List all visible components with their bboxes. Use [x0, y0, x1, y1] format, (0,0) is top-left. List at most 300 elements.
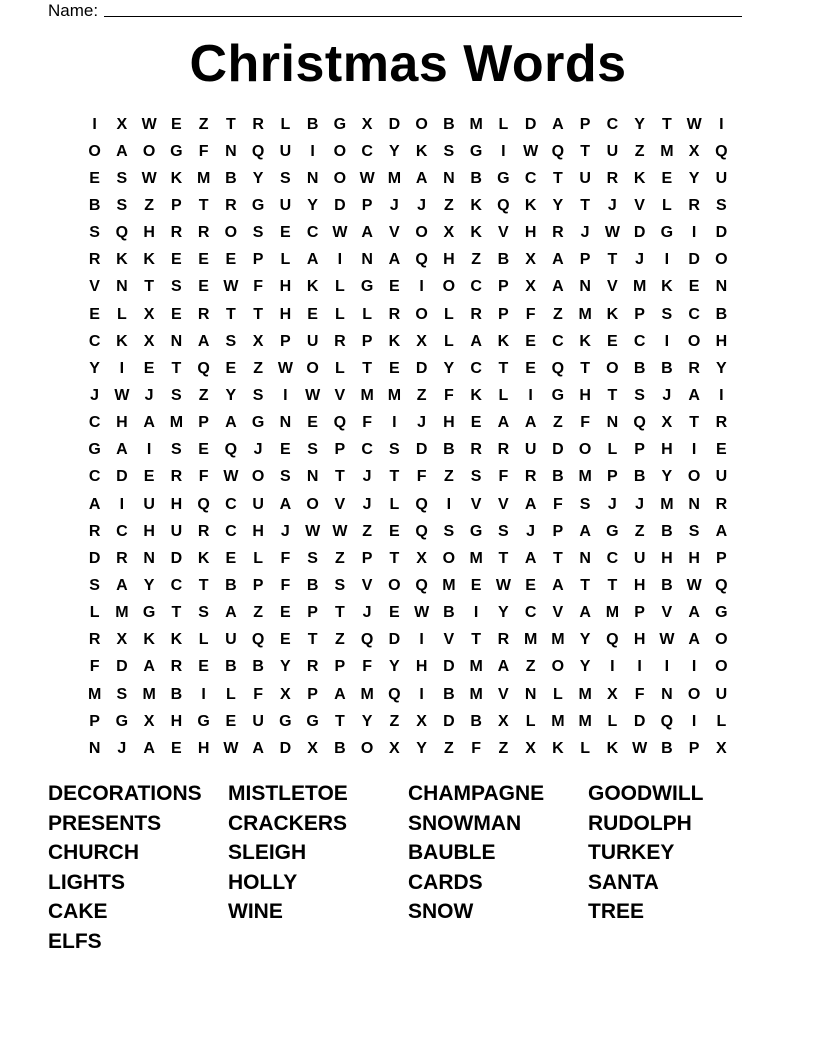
- grid-letter: R: [497, 631, 510, 649]
- grid-letter: M: [551, 712, 565, 730]
- grid-letter: C: [524, 169, 537, 187]
- word-list-item: TREE: [588, 900, 645, 924]
- grid-letter: X: [661, 414, 673, 432]
- grid-letter: G: [197, 712, 210, 730]
- grid-letter: Y: [716, 359, 727, 377]
- grid-letter: G: [115, 712, 129, 730]
- grid-letter: Z: [552, 305, 563, 323]
- grid-letter: C: [170, 576, 183, 594]
- grid-letter: Z: [144, 196, 155, 214]
- grid-letter: I: [92, 115, 97, 133]
- grid-letter: Z: [334, 631, 345, 649]
- grid-letter: N: [579, 549, 591, 567]
- grid-letter: D: [116, 658, 128, 676]
- grid-letter: C: [606, 549, 619, 567]
- grid-letter: X: [252, 332, 264, 350]
- grid-letter: P: [579, 251, 591, 269]
- grid-letter: D: [388, 115, 401, 133]
- grid-letter: E: [607, 332, 618, 350]
- grid-letter: P: [607, 468, 618, 486]
- word-list-item: RUDOLPH: [588, 811, 692, 835]
- grid-letter: V: [607, 278, 618, 296]
- grid-letter: O: [142, 142, 156, 160]
- grid-letter: E: [89, 169, 100, 187]
- grid-letter: H: [661, 549, 673, 567]
- word-list-item: CARDS: [408, 870, 483, 894]
- grid-letter: G: [333, 115, 347, 133]
- grid-letter: V: [361, 576, 373, 594]
- grid-letter: O: [715, 251, 728, 269]
- grid-letter: M: [87, 685, 102, 703]
- grid-letter: E: [171, 115, 182, 133]
- grid-letter: T: [171, 604, 182, 622]
- grid-letter: S: [389, 441, 400, 459]
- grid-letter: G: [142, 604, 156, 622]
- grid-letter: T: [552, 169, 563, 187]
- grid-letter: I: [664, 332, 670, 350]
- word-list-item: CRACKERS: [228, 811, 348, 835]
- grid-letter: X: [443, 224, 455, 242]
- grid-letter: B: [633, 468, 646, 486]
- grid-letter: M: [660, 495, 674, 513]
- grid-letter: H: [143, 522, 155, 540]
- grid-letter: D: [116, 468, 128, 486]
- grid-letter: M: [387, 386, 402, 404]
- grid-letter: S: [89, 576, 100, 594]
- grid-letter: O: [715, 658, 728, 676]
- grid-letter: C: [116, 522, 128, 540]
- grid-letter: S: [688, 522, 700, 540]
- grid-letter: Q: [551, 142, 565, 160]
- grid-letter: S: [307, 441, 318, 459]
- grid-letter: B: [170, 685, 183, 703]
- grid-letter: E: [470, 576, 482, 594]
- grid-letter: L: [253, 549, 264, 567]
- grid-letter: O: [415, 305, 428, 323]
- word-list-item: TURKEY: [588, 841, 675, 865]
- grid-letter: B: [443, 441, 455, 459]
- grid-letter: A: [116, 441, 128, 459]
- grid-letter: D: [88, 549, 101, 567]
- grid-letter: K: [470, 386, 482, 404]
- grid-letter: J: [607, 196, 617, 214]
- grid-letter: U: [579, 169, 591, 187]
- grid-letter: K: [116, 251, 128, 269]
- grid-letter: V: [498, 495, 509, 513]
- grid-letter: H: [579, 386, 591, 404]
- grid-letter: R: [306, 658, 319, 676]
- grid-letter: R: [88, 251, 101, 269]
- grid-letter: W: [141, 115, 157, 133]
- grid-letter: B: [443, 604, 455, 622]
- grid-letter: A: [143, 414, 155, 432]
- grid-letter: H: [715, 332, 728, 350]
- grid-letter: E: [225, 251, 237, 269]
- grid-letter: P: [634, 604, 645, 622]
- grid-letter: G: [88, 441, 101, 459]
- word-list-item: CHAMPAGNE: [408, 782, 545, 805]
- grid-letter: J: [417, 414, 427, 432]
- grid-letter: W: [632, 739, 648, 757]
- grid-letter: M: [115, 604, 129, 622]
- grid-letter: I: [473, 604, 479, 622]
- grid-letter: U: [715, 685, 728, 703]
- grid-letter: F: [280, 576, 291, 594]
- grid-letter: H: [143, 224, 155, 242]
- grid-letter: T: [253, 305, 264, 323]
- grid-letter: C: [225, 495, 237, 513]
- grid-letter: A: [524, 495, 537, 513]
- grid-letter: S: [116, 685, 128, 703]
- grid-letter: P: [280, 332, 291, 350]
- grid-letter: D: [443, 658, 455, 676]
- grid-letter: Q: [197, 359, 210, 377]
- grid-letter: Q: [333, 414, 347, 432]
- grid-letter: L: [89, 604, 100, 622]
- grid-letter: W: [223, 468, 239, 486]
- name-label: Name:: [48, 1, 99, 20]
- grid-letter: R: [88, 631, 101, 649]
- grid-letter: C: [306, 224, 319, 242]
- grid-letter: Z: [498, 739, 509, 757]
- grid-letter: N: [306, 468, 319, 486]
- grid-letter: K: [606, 305, 619, 323]
- grid-letter: N: [524, 685, 537, 703]
- grid-letter: Z: [443, 196, 454, 214]
- grid-letter: L: [607, 441, 618, 459]
- grid-letter: P: [361, 549, 373, 567]
- grid-letter: L: [580, 739, 591, 757]
- grid-letter: Z: [416, 386, 427, 404]
- grid-letter: E: [143, 468, 155, 486]
- grid-letter: V: [470, 495, 482, 513]
- grid-letter: H: [633, 576, 646, 594]
- grid-letter: R: [497, 441, 510, 459]
- grid-letter: X: [416, 549, 427, 567]
- grid-letter: A: [524, 414, 537, 432]
- grid-letter: P: [252, 251, 264, 269]
- grid-letter: R: [170, 224, 183, 242]
- grid-letter: E: [198, 278, 209, 296]
- grid-letter: Y: [579, 658, 591, 676]
- grid-letter: C: [524, 604, 537, 622]
- grid-letter: O: [687, 332, 701, 350]
- grid-letter: T: [580, 142, 591, 160]
- grid-letter: N: [143, 549, 155, 567]
- grid-letter: A: [361, 224, 373, 242]
- grid-letter: I: [501, 142, 506, 160]
- grid-letter: N: [88, 739, 101, 757]
- grid-letter: S: [579, 495, 591, 513]
- grid-letter: P: [498, 305, 509, 323]
- grid-letter: F: [525, 305, 536, 323]
- grid-letter: K: [170, 169, 183, 187]
- grid-letter: A: [552, 278, 564, 296]
- grid-letter: J: [635, 251, 645, 269]
- grid-letter: Y: [661, 468, 673, 486]
- grid-letter: T: [198, 576, 209, 594]
- grid-letter: U: [279, 196, 292, 214]
- grid-letter: F: [580, 414, 591, 432]
- grid-letter: F: [552, 495, 563, 513]
- grid-letter: D: [170, 549, 183, 567]
- grid-letter: F: [198, 468, 209, 486]
- grid-letter: H: [279, 305, 292, 323]
- grid-letter: Y: [361, 712, 373, 730]
- grid-letter: T: [389, 549, 400, 567]
- grid-letter: R: [688, 196, 700, 214]
- grid-letter: K: [470, 196, 482, 214]
- grid-letter: P: [634, 305, 645, 323]
- grid-letter: T: [580, 359, 591, 377]
- grid-letter: O: [606, 359, 619, 377]
- grid-letter: A: [688, 604, 700, 622]
- grid-letter: S: [634, 386, 645, 404]
- grid-letter: S: [498, 522, 509, 540]
- grid-letter: E: [661, 169, 673, 187]
- grid-letter: C: [88, 414, 101, 432]
- grid-letter: B: [225, 658, 237, 676]
- grid-letter: I: [691, 441, 697, 459]
- grid-letter: A: [552, 576, 564, 594]
- grid-letter: E: [525, 576, 536, 594]
- grid-letter: F: [198, 142, 209, 160]
- grid-letter: L: [334, 305, 345, 323]
- grid-letter: R: [225, 196, 237, 214]
- grid-letter: H: [170, 712, 183, 730]
- grid-letter: V: [552, 604, 564, 622]
- grid-letter: Z: [334, 549, 345, 567]
- grid-letter: S: [171, 386, 182, 404]
- grid-letter: J: [117, 739, 127, 757]
- grid-letter: U: [524, 441, 537, 459]
- grid-letter: E: [389, 278, 400, 296]
- grid-letter: H: [252, 522, 264, 540]
- grid-letter: U: [306, 332, 319, 350]
- grid-letter: B: [715, 305, 728, 323]
- grid-letter: Z: [362, 522, 373, 540]
- grid-letter: E: [307, 414, 318, 432]
- grid-letter: C: [361, 142, 373, 160]
- grid-letter: D: [443, 712, 455, 730]
- grid-letter: L: [498, 115, 509, 133]
- grid-letter: D: [633, 712, 646, 730]
- grid-letter: L: [225, 685, 236, 703]
- grid-letter: Z: [634, 142, 645, 160]
- grid-letter: I: [119, 359, 125, 377]
- grid-letter: D: [279, 739, 292, 757]
- grid-letter: J: [280, 522, 290, 540]
- grid-letter: X: [361, 115, 373, 133]
- grid-letter: P: [89, 712, 100, 730]
- grid-letter: B: [252, 658, 264, 676]
- grid-letter: D: [415, 359, 428, 377]
- grid-letter: T: [225, 305, 236, 323]
- grid-letter: N: [279, 414, 292, 432]
- grid-letter: B: [633, 359, 646, 377]
- grid-letter: C: [688, 305, 700, 323]
- grid-letter: F: [362, 658, 373, 676]
- word-list: [48, 779, 768, 957]
- grid-letter: N: [715, 278, 728, 296]
- grid-letter: X: [389, 739, 400, 757]
- grid-letter: U: [606, 142, 619, 160]
- grid-letter: T: [552, 549, 563, 567]
- grid-letter: K: [606, 739, 619, 757]
- grid-letter: A: [497, 658, 510, 676]
- grid-letter: I: [201, 685, 206, 703]
- grid-letter: L: [716, 712, 727, 730]
- grid-letter: M: [387, 169, 402, 187]
- grid-letter: R: [197, 522, 210, 540]
- grid-letter: K: [524, 196, 537, 214]
- grid-letter: G: [360, 278, 374, 296]
- grid-letter: H: [661, 441, 673, 459]
- grid-letter: E: [225, 712, 237, 730]
- grid-letter: I: [610, 658, 615, 676]
- grid-letter: R: [170, 658, 183, 676]
- grid-letter: Q: [415, 522, 428, 540]
- grid-letter: N: [225, 142, 237, 160]
- grid-letter: T: [580, 196, 591, 214]
- grid-letter: S: [252, 386, 264, 404]
- word-list-item: ELFS: [48, 929, 102, 953]
- grid-letter: A: [306, 251, 319, 269]
- grid-letter: D: [688, 251, 700, 269]
- word-search-grid: [81, 111, 735, 762]
- grid-letter: O: [333, 142, 347, 160]
- grid-letter: J: [90, 386, 100, 404]
- grid-letter: W: [223, 278, 239, 296]
- grid-letter: N: [443, 169, 455, 187]
- grid-letter: F: [498, 468, 509, 486]
- grid-letter: S: [716, 196, 727, 214]
- grid-letter: F: [443, 386, 454, 404]
- grid-letter: R: [470, 441, 482, 459]
- grid-letter: R: [470, 305, 482, 323]
- grid-letter: W: [686, 115, 702, 133]
- grid-letter: L: [443, 305, 454, 323]
- grid-letter: B: [470, 169, 482, 187]
- word-list-item: SNOWMAN: [408, 811, 522, 835]
- grid-letter: K: [116, 332, 128, 350]
- grid-letter: L: [116, 305, 127, 323]
- grid-letter: P: [252, 576, 264, 594]
- grid-letter: S: [661, 305, 673, 323]
- grid-letter: J: [607, 495, 617, 513]
- grid-letter: E: [225, 359, 237, 377]
- grid-letter: N: [361, 251, 373, 269]
- grid-letter: R: [334, 332, 346, 350]
- grid-letter: B: [306, 115, 319, 133]
- grid-letter: O: [415, 224, 428, 242]
- grid-letter: K: [415, 142, 428, 160]
- grid-letter: H: [688, 549, 700, 567]
- grid-letter: L: [334, 278, 345, 296]
- grid-letter: R: [606, 169, 619, 187]
- grid-letter: B: [552, 468, 564, 486]
- grid-letter: Q: [115, 224, 129, 242]
- grid-letter: L: [198, 631, 209, 649]
- grid-letter: U: [279, 142, 292, 160]
- grid-letter: Q: [660, 712, 674, 730]
- grid-letter: V: [443, 631, 455, 649]
- grid-letter: L: [498, 386, 509, 404]
- grid-letter: E: [225, 549, 237, 567]
- grid-letter: A: [197, 332, 210, 350]
- grid-letter: I: [283, 386, 288, 404]
- grid-letter: Y: [634, 115, 645, 133]
- grid-letter: V: [334, 386, 346, 404]
- grid-letter: B: [661, 576, 673, 594]
- grid-letter: V: [389, 224, 400, 242]
- grid-letter: X: [525, 251, 536, 269]
- grid-letter: W: [332, 522, 348, 540]
- grid-letter: I: [528, 386, 533, 404]
- grid-letter: A: [415, 169, 428, 187]
- grid-letter: O: [415, 115, 428, 133]
- grid-letter: O: [251, 468, 265, 486]
- grid-letter: K: [306, 278, 319, 296]
- grid-letter: S: [334, 576, 346, 594]
- grid-letter: T: [498, 359, 509, 377]
- grid-letter: O: [442, 278, 456, 296]
- grid-letter: Q: [606, 631, 619, 649]
- grid-letter: W: [604, 224, 620, 242]
- grid-letter: A: [334, 685, 346, 703]
- grid-letter: O: [360, 739, 374, 757]
- grid-letter: G: [715, 604, 728, 622]
- grid-letter: R: [552, 224, 564, 242]
- grid-letter: H: [524, 224, 537, 242]
- grid-letter: B: [661, 739, 673, 757]
- grid-letter: O: [687, 685, 701, 703]
- grid-letter: D: [633, 224, 646, 242]
- grid-letter: W: [414, 604, 430, 622]
- grid-letter: A: [252, 739, 264, 757]
- grid-letter: O: [687, 468, 701, 486]
- grid-letter: X: [307, 739, 318, 757]
- grid-letter: H: [443, 251, 455, 269]
- grid-letter: H: [170, 495, 183, 513]
- grid-letter: Y: [498, 604, 509, 622]
- grid-letter: F: [89, 658, 100, 676]
- word-list-item: SANTA: [588, 870, 659, 894]
- grid-letter: E: [171, 305, 182, 323]
- grid-letter: T: [607, 576, 618, 594]
- grid-letter: X: [525, 278, 536, 296]
- grid-letter: S: [171, 278, 182, 296]
- grid-letter: V: [661, 604, 673, 622]
- grid-letter: U: [225, 631, 237, 649]
- grid-letter: T: [225, 115, 236, 133]
- grid-letter: G: [170, 142, 183, 160]
- grid-letter: R: [88, 522, 101, 540]
- grid-letter: Q: [415, 495, 428, 513]
- word-list-item: CHURCH: [48, 841, 139, 865]
- grid-letter: R: [197, 305, 210, 323]
- grid-letter: O: [388, 576, 401, 594]
- grid-letter: M: [578, 685, 592, 703]
- grid-letter: E: [280, 441, 291, 459]
- grid-letter: Q: [415, 251, 428, 269]
- grid-letter: L: [334, 359, 345, 377]
- grid-letter: S: [89, 224, 100, 242]
- grid-letter: O: [578, 441, 592, 459]
- grid-letter: G: [551, 386, 565, 404]
- grid-letter: M: [360, 386, 374, 404]
- grid-letter: R: [170, 468, 183, 486]
